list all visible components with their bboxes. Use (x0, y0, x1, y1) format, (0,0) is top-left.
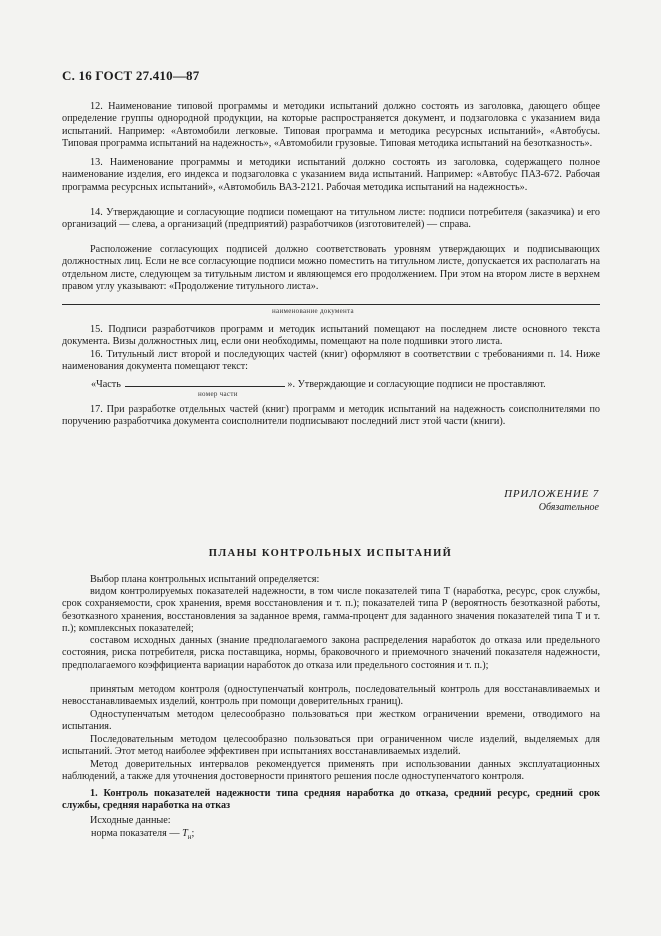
part-number-blank (125, 377, 285, 387)
norm-indicator-text: норма показателя — (91, 828, 183, 839)
part-number-caption: номер части (198, 390, 238, 398)
document-name-line (62, 304, 600, 305)
part-number-line (91, 377, 546, 390)
single-stage-method: Одноступенчатым методом целесообразно пользоваться при жестком ограничении времени, отводимого на испытания. (62, 709, 600, 733)
norm-indicator-line (91, 828, 194, 841)
paragraph-17: 17. При разработке отдельных частей (книг) программ и методик испытаний на надежность соисполнителями по поручению разработчика документа соисполнители подписывают последний лист этой части (книги). (62, 404, 600, 428)
selection-intro: Выбор плана контрольных испытаний определяется: (90, 574, 320, 585)
section-1-heading: 1. Контроль показателей надежности типа средняя наработка до отказа, средний ресурс, средний срок службы, средняя наработка на отказ (62, 788, 600, 812)
paragraph-14-continued: Расположение согласующих подписей должно соответствовать уровням утверждающих и подписывающих должностных лиц. Если не все согласующие подписи можно поместить на титульном листе, допускается их располагать на отдельном листе, следующем за титульным листом и являющемся его продолжением. При этом на втором листе в верхнем правом углу указывают: «Продолжение титульного листа». (62, 244, 600, 293)
paragraph-14: 14. Утверждающие и согласующие подписи помещают на титульном листе: подписи потребителя (заказчика) и его организаций — слева, а организаций (предприятий) разработчиков (изготовителей) — справа. (62, 207, 600, 231)
paragraph-13: 13. Наименование программы и методики испытаний должно состоять из заголовка, содержащего полное наименование изделия, его индекса и подзаголовка с указанием вида испытаний. Например: «Автобус ПАЗ-672. Рабочая программа ресурсных испытаний», «Автомобиль ВАЗ-2121. Рабочая методика испытаний на надежность». (62, 157, 600, 193)
selection-criterion-3: принятым методом контроля (одноступенчатый контроль, последовательный контроль для восстанавливаемых и невосстанавливаемых изделий, контроль при помощи доверительных границ). (62, 684, 600, 708)
selection-criterion-2: составом исходных данных (знание предполагаемого закона распределения наработок до отказа или предельного состояния, риска потребителя, риска поставщика, нормы, браковочного и приемочного значений показателя надежности, предполагаемого коэффициента вариации наработок до отказа или предельного состояния и т. п.); (62, 635, 600, 671)
norm-subscript: н (187, 833, 192, 842)
initial-data-label: Исходные данные: (90, 815, 171, 826)
paragraph-12: 12. Наименование типовой программы и методики испытаний должно состоять из заголовка, дающего общее определение группы однородной продукции, на которые распространяется документ, и подзаголовка с указанием вида испытаний. Например: «Автомобили легковые. Типовая программа и методика ресурсных испытаний», «Автобусы. Типовая программа испытаний на надежность», «Автомобили грузовые. Типовая методика испытаний на безотказность». (62, 101, 600, 150)
appendix-subtitle: Обязательное (538, 502, 599, 513)
selection-criterion-1: видом контролируемых показателей надежности, в том числе показателей типа Т (наработка, ресурс, срок службы, срок сохраняемости, срок хранения, время восстановления и т. п.); показателей типа Р (вероятность безотказной работы, безотказного хранения, восстановления за заданное время, гамма-процент для заданного значения показателей типа Т и т. п.); комплексных показателей; (62, 586, 600, 635)
confidence-interval-method: Метод доверительных интервалов рекомендуется применять при использовании данных эксплуатационных наблюдений, а также для уточнения достоверности принятого решения после одноступенчатого контроля. (62, 759, 600, 783)
paragraph-16: 16. Титульный лист второй и последующих частей (книг) оформляют в соответствии с требованиями п. 14. Ниже наименования документа помещают текст: (62, 349, 600, 373)
norm-end: ; (191, 828, 195, 839)
part-prefix: «Часть (91, 379, 121, 390)
document-name-caption: наименование документа (272, 307, 354, 315)
norm-symbol: T (182, 828, 188, 839)
section-title: ПЛАНЫ КОНТРОЛЬНЫХ ИСПЫТАНИЙ (208, 548, 453, 559)
sequential-method: Последовательным методом целесообразно пользоваться при ограниченном числе изделий, выделяемых для испытаний. Этот метод наиболее эффективен при испытаниях восстанавливаемых изделий. (62, 734, 600, 758)
part-suffix: ». Утверждающие и согласующие подписи не проставляют. (287, 379, 546, 390)
paragraph-15: 15. Подписи разработчиков программ и методик испытаний помещают на последнем листе основного текста документа. Визы должностных лиц, если они необходимы, помещают на поле подшивки этого листа. (62, 324, 600, 348)
appendix-label (504, 488, 599, 513)
page-header: С. 16 ГОСТ 27.410—87 (62, 68, 200, 83)
appendix-title: ПРИЛОЖЕНИЕ 7 (504, 488, 599, 500)
